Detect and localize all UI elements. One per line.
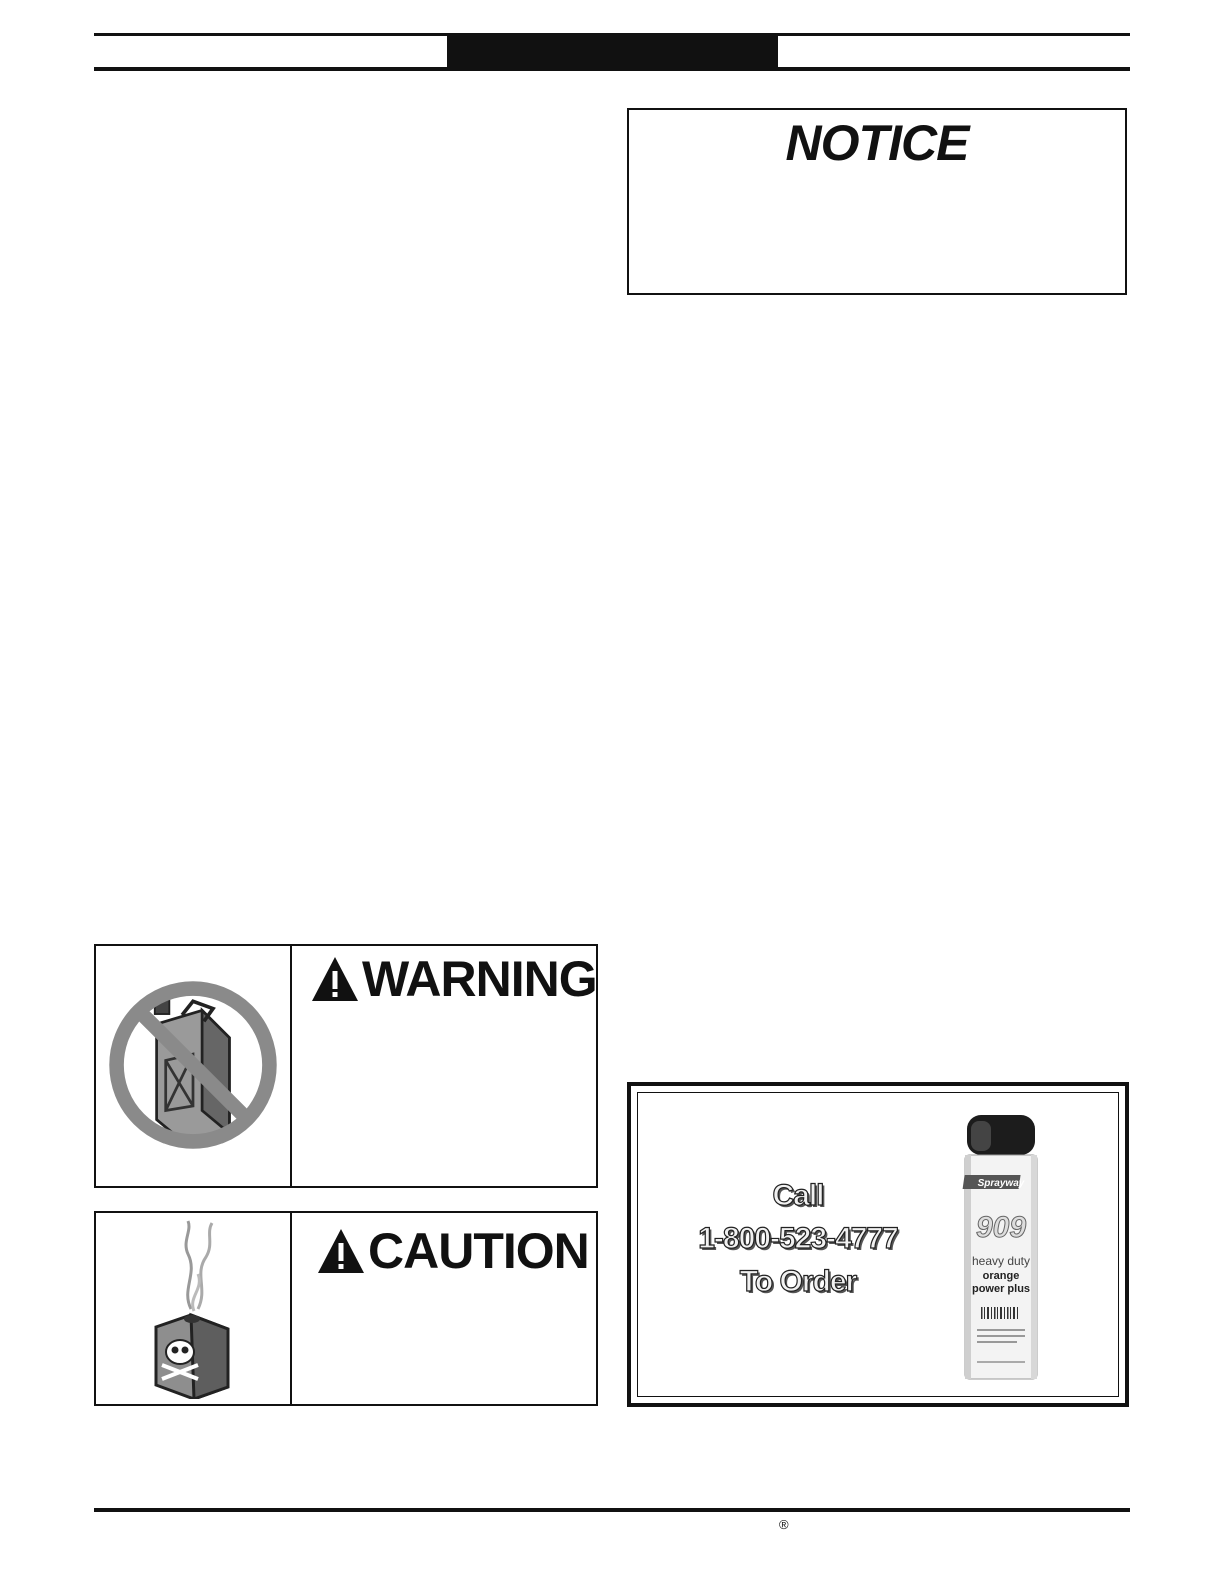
footer-rule <box>94 1508 1130 1512</box>
can-line3: power plus <box>971 1283 1031 1295</box>
header-section-tab <box>447 33 778 70</box>
can-number: 909 <box>975 1211 1027 1244</box>
order-ad-box <box>627 1082 1129 1407</box>
notice-box <box>627 108 1127 295</box>
spray-can-image <box>961 1115 1041 1385</box>
order-ad-inner-frame <box>637 1092 1119 1397</box>
warning-title: WARNING <box>362 951 597 1007</box>
caution-box <box>94 1211 598 1406</box>
warning-box <box>94 944 598 1188</box>
toxic-fumes-container-icon <box>136 1219 256 1399</box>
caution-divider <box>290 1213 292 1404</box>
warning-divider <box>290 946 292 1186</box>
exclamation-triangle-icon <box>310 955 360 1003</box>
caution-title: CAUTION <box>368 1223 589 1279</box>
no-gas-can-icon <box>102 974 284 1156</box>
exclamation-triangle-icon <box>316 1227 366 1275</box>
ad-call-line: Call <box>772 1179 824 1212</box>
warning-header <box>310 951 597 1007</box>
ad-phone-number: 1-800-523-4777 <box>698 1222 898 1255</box>
ad-to-order-line: To Order <box>739 1265 857 1298</box>
notice-title: NOTICE <box>785 115 969 171</box>
can-line2: orange <box>982 1270 1020 1282</box>
registered-mark: ® <box>779 1517 789 1532</box>
can-line1: heavy duty <box>971 1254 1031 1268</box>
can-brand: Sprayway <box>977 1178 1025 1189</box>
caution-header <box>316 1223 589 1279</box>
